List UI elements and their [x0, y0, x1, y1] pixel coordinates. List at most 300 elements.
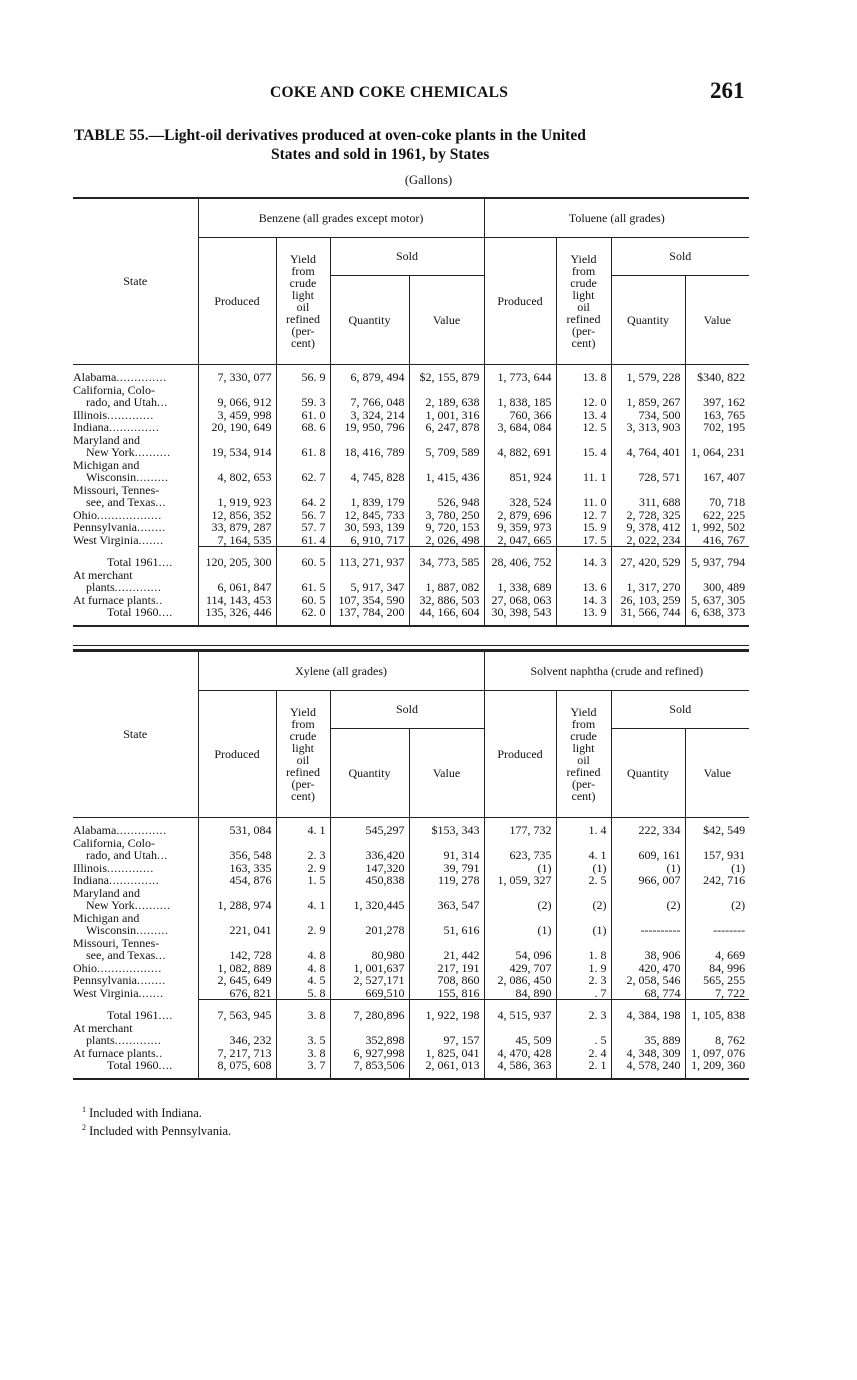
data-cell: 18, 416, 789 [330, 446, 409, 459]
data-cell: 4. 5 [276, 974, 330, 987]
state-name [73, 987, 198, 1000]
total-row [73, 1034, 749, 1047]
data-cell: 4, 384, 198 [611, 1009, 685, 1022]
data-cell: 2, 058, 546 [611, 974, 685, 987]
leader-dots: .. [155, 592, 163, 607]
data-cell: 4. 8 [276, 949, 330, 962]
group-header-1: Benzene (all grades except motor) [198, 198, 484, 238]
yield-header-word: (per- [571, 324, 596, 338]
yield-header-word: oil [577, 300, 590, 314]
table-row [73, 534, 749, 547]
yield-column-header [276, 238, 330, 365]
data-cell: $2, 155, 879 [409, 371, 484, 384]
value-column-header: Value [685, 729, 749, 818]
data-cell: 13. 6 [556, 581, 611, 594]
yield-column-header [556, 238, 611, 365]
data-cell: 135, 326, 446 [198, 606, 276, 619]
data-cell: 68. 6 [276, 421, 330, 434]
data-cell: 91, 314 [409, 849, 484, 862]
data-cell: 61. 4 [276, 534, 330, 547]
data-cell: 429, 707 [484, 962, 556, 975]
data-cell: 1, 825, 041 [409, 1047, 484, 1060]
data-cell: 311, 688 [611, 496, 685, 509]
data-cell: 1. 4 [556, 824, 611, 837]
table-xylene-solvent-naphtha [73, 650, 749, 1080]
data-cell: 708, 860 [409, 974, 484, 987]
data-cell: 2, 728, 325 [611, 509, 685, 522]
data-cell: 4, 764, 401 [611, 446, 685, 459]
data-cell: 2. 3 [556, 1009, 611, 1022]
quantity-column-header: Quantity [611, 276, 685, 365]
produced-column-header: Produced [198, 691, 276, 818]
produced-column-header: Produced [484, 691, 556, 818]
data-cell: 966, 007 [611, 874, 685, 887]
yield-header-word: cent) [571, 789, 596, 803]
data-cell: 6, 879, 494 [330, 371, 409, 384]
footnote-2: $^2$ Included with Pennsylvania. [82, 1122, 232, 1138]
table-head [73, 198, 749, 365]
yield-header-word: light [291, 288, 314, 302]
data-cell: 7, 217, 713 [198, 1047, 276, 1060]
data-cell: 6, 061, 847 [198, 581, 276, 594]
data-cell: 363, 547 [409, 899, 484, 912]
table-row [73, 824, 749, 837]
data-cell: 4. 1 [276, 824, 330, 837]
data-cell: 13. 4 [556, 409, 611, 422]
data-cell: 6, 927,998 [330, 1047, 409, 1060]
data-cell: 1, 317, 270 [611, 581, 685, 594]
data-cell: 14. 3 [556, 556, 611, 569]
data-cell: 702, 195 [685, 421, 749, 434]
state-name-text: California, Colo- [73, 835, 155, 850]
data-cell: (1) [685, 862, 749, 875]
state-name-text: plants [86, 580, 115, 594]
data-cell: 7, 280,896 [330, 1009, 409, 1022]
leader-dots: ............. [107, 860, 154, 875]
state-name-text: New York [86, 445, 135, 459]
data-cell: 15. 9 [556, 521, 611, 534]
data-cell: 7, 766, 048 [330, 396, 409, 409]
state-name-text: Michigan and [73, 457, 140, 472]
data-cell: 7, 164, 535 [198, 534, 276, 547]
state-name-text: Illinois [73, 860, 108, 875]
data-cell: 9, 720, 153 [409, 521, 484, 534]
data-cell: 44, 166, 604 [409, 606, 484, 619]
data-cell: 416, 767 [685, 534, 749, 547]
data-cell: 13. 8 [556, 371, 611, 384]
data-cell: (1) [556, 924, 611, 937]
data-cell: 147,320 [330, 862, 409, 875]
state-name-text: Wisconsin [86, 470, 137, 484]
data-cell: 545,297 [330, 824, 409, 837]
data-cell: 6, 247, 878 [409, 421, 484, 434]
data-cell: 12, 856, 352 [198, 509, 276, 522]
state-name-text: Total 1960 [107, 605, 159, 619]
state-name-text: Pennsylvania [73, 973, 137, 987]
table-caption [74, 126, 754, 164]
data-cell: 6, 638, 373 [685, 606, 749, 619]
data-cell: 15. 4 [556, 446, 611, 459]
data-cell: 3. 5 [276, 1034, 330, 1047]
state-name-text: Indiana [73, 420, 109, 434]
leader-dots: ... [156, 848, 168, 862]
leader-dots: .................. [97, 507, 162, 522]
data-cell: 1, 001, 316 [409, 409, 484, 422]
data-cell: (1) [556, 862, 611, 875]
yield-header-word: crude [570, 276, 597, 290]
leader-dots: ....... [138, 986, 164, 1000]
table-row [73, 446, 749, 459]
leader-dots: ......... [136, 923, 169, 937]
data-cell: 851, 924 [484, 471, 556, 484]
data-cell: 669,510 [330, 987, 409, 1000]
state-name-text: New York [86, 898, 135, 912]
leader-dots: ... [155, 948, 167, 962]
table-body [73, 818, 749, 1079]
data-cell: 300, 489 [685, 581, 749, 594]
sold-column-header: Sold [611, 691, 749, 729]
data-cell: 2, 086, 450 [484, 974, 556, 987]
data-cell: 9, 066, 912 [198, 396, 276, 409]
data-cell: 1, 859, 267 [611, 396, 685, 409]
sold-column-header: Sold [330, 238, 484, 276]
data-cell: 2, 061, 013 [409, 1059, 484, 1072]
data-cell: 4, 745, 828 [330, 471, 409, 484]
leader-dots: ........ [137, 973, 166, 987]
data-cell: 4, 802, 653 [198, 471, 276, 484]
data-cell: 6, 910, 717 [330, 534, 409, 547]
table-head [73, 651, 749, 818]
table-row [73, 396, 749, 409]
table-row [73, 949, 749, 962]
data-cell: 2, 189, 638 [409, 396, 484, 409]
data-cell: 113, 271, 937 [330, 556, 409, 569]
yield-header-word: oil [296, 300, 310, 314]
data-cell: 454, 876 [198, 874, 276, 887]
data-cell: 68, 774 [611, 987, 685, 1000]
data-cell: 14. 3 [556, 594, 611, 607]
leader-dots: .................. [97, 960, 162, 975]
state-name [73, 1059, 198, 1072]
data-cell: 56. 7 [276, 509, 330, 522]
data-cell: -------- [685, 924, 749, 937]
state-name-text: Ohio [73, 960, 97, 975]
data-cell: (1) [611, 862, 685, 875]
data-cell: 7, 330, 077 [198, 371, 276, 384]
yield-header-word: crude [289, 729, 317, 743]
data-cell: 157, 931 [685, 849, 749, 862]
data-cell: 7, 853,506 [330, 1059, 409, 1072]
state-name-text: At furnace plants [73, 1045, 156, 1060]
yield-header-word: cent) [291, 789, 315, 803]
yield-header-word: Yield [290, 252, 316, 266]
data-cell: 4, 669 [685, 949, 749, 962]
data-cell: 1, 415, 436 [409, 471, 484, 484]
table-row [73, 874, 749, 887]
data-cell: (2) [611, 899, 685, 912]
produced-column-header: Produced [484, 238, 556, 365]
data-cell: 155, 816 [409, 987, 484, 1000]
data-cell: 26, 103, 259 [611, 594, 685, 607]
leader-dots: .... [158, 555, 173, 569]
table-row [73, 924, 749, 937]
state-column-header: State [73, 198, 198, 365]
table-benzene-toluene [73, 197, 749, 627]
yield-header-word: light [572, 741, 595, 755]
data-cell: 64. 2 [276, 496, 330, 509]
state-name-text: Alabama [73, 370, 117, 384]
data-cell: 97, 157 [409, 1034, 484, 1047]
table-row [73, 421, 749, 434]
data-cell: 2, 527,171 [330, 974, 409, 987]
data-cell: 336,420 [330, 849, 409, 862]
state-name-text: see, and Texas [86, 948, 156, 962]
data-cell: (2) [556, 899, 611, 912]
leader-dots: ... [156, 395, 168, 409]
data-cell: 676, 821 [198, 987, 276, 1000]
data-cell: 9, 359, 973 [484, 521, 556, 534]
data-cell: 397, 162 [685, 396, 749, 409]
data-cell: 142, 728 [198, 949, 276, 962]
data-cell: 5. 8 [276, 987, 330, 1000]
leader-dots: ............. [107, 407, 154, 422]
table-row [73, 496, 749, 509]
data-cell: 4, 470, 428 [484, 1047, 556, 1060]
data-cell: 27, 420, 529 [611, 556, 685, 569]
footnotes [82, 1103, 231, 1138]
table-row [73, 974, 749, 987]
yield-header-word: crude [570, 729, 597, 743]
leader-dots: .. [155, 1045, 163, 1060]
page-number: 261 [710, 78, 745, 103]
state-name [73, 606, 198, 619]
yield-header-word: oil [296, 753, 310, 767]
caption-line-1: TABLE 55.—Light-oil derivatives produced at oven-coke plants in the United [74, 127, 586, 144]
data-cell: . 7 [556, 987, 611, 1000]
yield-header-word: refined [566, 765, 601, 779]
data-cell: 59. 3 [276, 396, 330, 409]
table-row [73, 371, 749, 384]
yield-header-word: from [291, 264, 315, 278]
table-row [73, 849, 749, 862]
data-cell: 32, 886, 503 [409, 594, 484, 607]
data-cell: 352,898 [330, 1034, 409, 1047]
data-cell: 760, 366 [484, 409, 556, 422]
data-cell: 4, 578, 240 [611, 1059, 685, 1072]
data-cell: 27, 068, 063 [484, 594, 556, 607]
leader-dots: ............. [114, 1033, 162, 1047]
data-cell: 34, 773, 585 [409, 556, 484, 569]
state-name-text: see, and Texas [86, 495, 156, 509]
data-cell: 137, 784, 200 [330, 606, 409, 619]
yield-header-word: (per- [571, 777, 596, 791]
data-cell: 728, 571 [611, 471, 685, 484]
data-cell: 4, 515, 937 [484, 1009, 556, 1022]
data-cell: 2, 026, 498 [409, 534, 484, 547]
data-cell: 1. 9 [556, 962, 611, 975]
data-cell: 4. 8 [276, 962, 330, 975]
data-cell: 420, 470 [611, 962, 685, 975]
leader-dots: .............. [108, 420, 160, 434]
data-cell: 1, 887, 082 [409, 581, 484, 594]
data-cell: 39, 791 [409, 862, 484, 875]
total-row [73, 581, 749, 594]
data-cell: 1, 919, 923 [198, 496, 276, 509]
data-cell: 28, 406, 752 [484, 556, 556, 569]
produced-column-header: Produced [198, 238, 276, 365]
data-cell: 7, 722 [685, 987, 749, 1000]
data-table [73, 197, 749, 627]
yield-header-word: Yield [290, 705, 316, 719]
group-header-2: Toluene (all grades) [484, 198, 749, 238]
data-cell: 11. 0 [556, 496, 611, 509]
data-cell: 1, 338, 689 [484, 581, 556, 594]
table-row [73, 471, 749, 484]
data-cell: 1, 105, 838 [685, 1009, 749, 1022]
data-cell: 84, 996 [685, 962, 749, 975]
data-cell: 3, 324, 214 [330, 409, 409, 422]
state-column-header: State [73, 651, 198, 818]
total-row [73, 1009, 749, 1022]
leader-dots: .............. [108, 873, 160, 887]
yield-header-word: Yield [570, 252, 597, 266]
leader-dots: ....... [138, 533, 164, 547]
value-column-header: Value [409, 276, 484, 365]
leader-dots: .......... [134, 898, 171, 912]
data-cell: 4. 1 [556, 849, 611, 862]
data-cell: 12. 0 [556, 396, 611, 409]
yield-header-word: cent) [571, 336, 596, 350]
data-cell: (2) [484, 899, 556, 912]
data-cell: 242, 716 [685, 874, 749, 887]
leader-dots: .......... [134, 445, 171, 459]
state-name-text: Total 1961 [107, 1008, 159, 1022]
data-cell: 5, 937, 794 [685, 556, 749, 569]
data-cell: 3, 313, 903 [611, 421, 685, 434]
data-cell: 1, 773, 644 [484, 371, 556, 384]
state-name-text: Illinois [73, 407, 108, 422]
data-cell: 2, 879, 696 [484, 509, 556, 522]
data-cell: 163, 335 [198, 862, 276, 875]
value-column-header: Value [409, 729, 484, 818]
data-cell: 163, 765 [685, 409, 749, 422]
quantity-column-header: Quantity [611, 729, 685, 818]
data-cell: 1, 288, 974 [198, 899, 276, 912]
leader-dots: ... [155, 495, 167, 509]
data-cell: 167, 407 [685, 471, 749, 484]
yield-header-word: refined [286, 312, 320, 326]
data-cell: 56. 9 [276, 371, 330, 384]
yield-header-word: from [291, 717, 315, 731]
footnote-1: $^1$ Included with Indiana. [82, 1105, 202, 1121]
yield-header-word: from [571, 264, 596, 278]
data-cell: 1, 922, 198 [409, 1009, 484, 1022]
yield-header-word: crude [289, 276, 317, 290]
total-row [73, 1059, 749, 1072]
data-cell: 120, 205, 300 [198, 556, 276, 569]
data-cell: 12. 7 [556, 509, 611, 522]
running-header [0, 78, 857, 108]
data-cell: 565, 255 [685, 974, 749, 987]
data-cell: (2) [685, 899, 749, 912]
data-cell: 356, 548 [198, 849, 276, 862]
data-cell: 114, 143, 453 [198, 594, 276, 607]
state-name-text: Total 1960 [107, 1058, 159, 1072]
data-cell: 3, 780, 250 [409, 509, 484, 522]
data-cell: 1, 839, 179 [330, 496, 409, 509]
table-row [73, 987, 749, 1000]
state-name [73, 521, 198, 534]
data-cell: 2. 3 [276, 849, 330, 862]
yield-header-word: light [291, 741, 314, 755]
data-cell: 5, 709, 589 [409, 446, 484, 459]
yield-header-word: oil [577, 753, 590, 767]
data-cell: 62. 7 [276, 471, 330, 484]
state-name-text: West Virginia [73, 986, 139, 1000]
state-name-text: Maryland and [73, 885, 140, 900]
data-cell: 623, 735 [484, 849, 556, 862]
data-cell: 1. 5 [276, 874, 330, 887]
data-cell: 328, 524 [484, 496, 556, 509]
data-cell: 734, 500 [611, 409, 685, 422]
state-name-text: At merchant [73, 1020, 133, 1035]
table-row [73, 899, 749, 912]
state-name-text: California, Colo- [73, 382, 155, 397]
yield-header-word: light [572, 288, 595, 302]
state-name-text: Wisconsin [86, 923, 137, 937]
state-name-text: Pennsylvania [73, 520, 137, 534]
state-name-text: Michigan and [73, 910, 140, 925]
data-cell: 1. 8 [556, 949, 611, 962]
data-cell: 80,980 [330, 949, 409, 962]
state-name-text: rado, and Utah [86, 848, 157, 862]
table-body [73, 365, 749, 626]
yield-header-word: refined [286, 765, 320, 779]
table-row [73, 521, 749, 534]
data-cell: 1, 209, 360 [685, 1059, 749, 1072]
yield-column-header [556, 691, 611, 818]
data-cell: 57. 7 [276, 521, 330, 534]
data-cell: 7, 563, 945 [198, 1009, 276, 1022]
running-title: COKE AND COKE CHEMICALS [270, 84, 509, 101]
data-cell: 8, 762 [685, 1034, 749, 1047]
data-cell: 19, 950, 796 [330, 421, 409, 434]
data-table [73, 650, 749, 1080]
data-cell: 221, 041 [198, 924, 276, 937]
data-cell: 2. 1 [556, 1059, 611, 1072]
data-cell: 2. 9 [276, 924, 330, 937]
yield-header-word: refined [566, 312, 601, 326]
data-cell: 4, 882, 691 [484, 446, 556, 459]
data-cell: $42, 549 [685, 824, 749, 837]
yield-header-word: (per- [291, 324, 315, 338]
data-cell: 450,838 [330, 874, 409, 887]
data-cell: 9, 378, 412 [611, 521, 685, 534]
state-name-text: At furnace plants [73, 592, 156, 607]
data-cell: 526, 948 [409, 496, 484, 509]
data-cell: 1, 082, 889 [198, 962, 276, 975]
data-cell: . 5 [556, 1034, 611, 1047]
leader-dots: ............. [114, 580, 162, 594]
state-name-text: Maryland and [73, 432, 140, 447]
data-cell: 31, 566, 744 [611, 606, 685, 619]
state-name-text: Missouri, Tennes- [73, 482, 160, 497]
data-cell: 70, 718 [685, 496, 749, 509]
leader-dots: .............. [116, 370, 167, 384]
leader-dots: .... [158, 1008, 173, 1022]
data-cell: 2, 047, 665 [484, 534, 556, 547]
data-cell: 1, 320,445 [330, 899, 409, 912]
